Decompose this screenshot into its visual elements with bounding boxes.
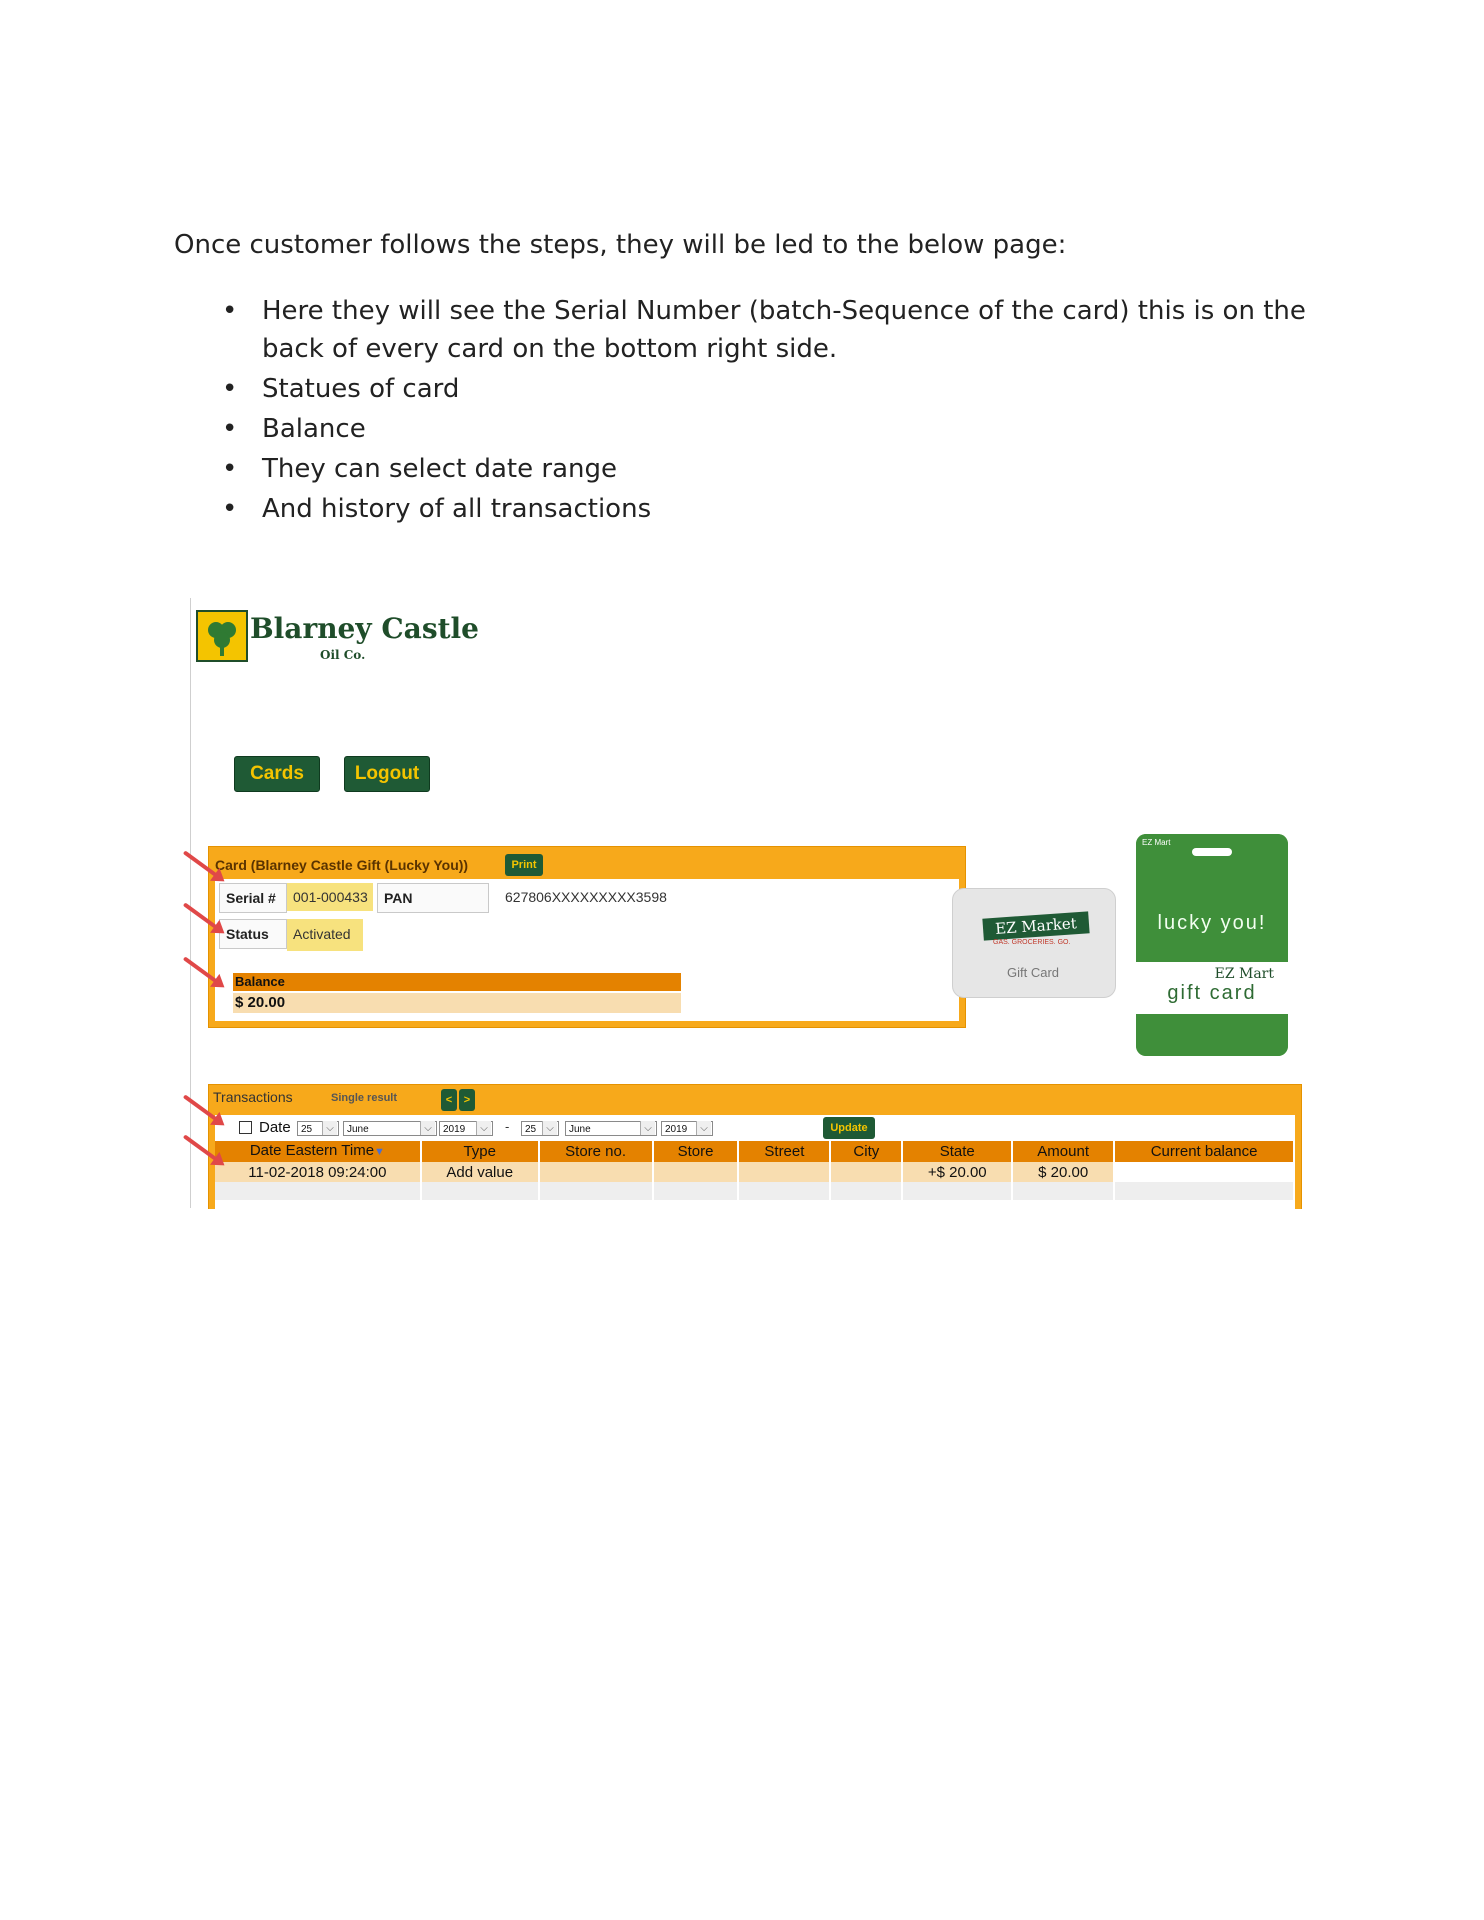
hang-slot (1192, 848, 1232, 856)
cell-street (738, 1162, 830, 1182)
cell-city (830, 1162, 902, 1182)
transactions-body (215, 1115, 1295, 1209)
col-header[interactable]: Amount (1012, 1141, 1114, 1162)
card-title: Card (Blarney Castle Gift (Lucky You)) (215, 857, 469, 873)
ez-market-brand: EZ Market (982, 911, 1089, 940)
cell-balance (1114, 1162, 1294, 1182)
print-button[interactable]: Print (505, 854, 543, 876)
from-year-select[interactable]: 2019 ⌵ (439, 1121, 493, 1136)
empty-cell (830, 1182, 902, 1200)
ez-market-tagline: GAS. GROCERIES. GO. (993, 939, 1071, 946)
empty-cell (215, 1182, 421, 1200)
intro-text: Once customer follows the steps, they will be led to the below page: (174, 230, 1067, 260)
balance-label: Balance (233, 973, 681, 991)
empty-cell (421, 1182, 539, 1200)
serial-value: 001-000433 (287, 883, 373, 911)
cell-type: Add value (421, 1162, 539, 1182)
lucky-you-gift-card-image (1136, 834, 1288, 1056)
left-border (190, 598, 191, 1208)
result-count: Single result (331, 1092, 398, 1104)
card-label-area (1136, 962, 1288, 1014)
col-header[interactable]: State (902, 1141, 1012, 1162)
bullet-item: • Statues of card (222, 370, 1312, 408)
col-header[interactable]: Date Eastern Time▼ (215, 1141, 421, 1162)
card-bottom (1136, 1014, 1288, 1056)
empty-cell (1114, 1182, 1294, 1200)
table-header (215, 1141, 1294, 1162)
empty-cell (539, 1182, 653, 1200)
balance-value: $ 20.00 (233, 993, 681, 1013)
empty-cell (902, 1182, 1012, 1200)
to-month-select[interactable]: June ⌵ (565, 1121, 657, 1136)
card-caption: gift card (1167, 982, 1257, 1004)
card-tagline: lucky you! (1157, 912, 1267, 934)
status-value: Activated (287, 919, 363, 951)
col-header[interactable]: Current balance (1114, 1141, 1294, 1162)
cell-store (653, 1162, 739, 1182)
transactions-panel (208, 1084, 1302, 1209)
date-separator: - (505, 1119, 510, 1134)
from-day-select[interactable]: 25 ⌵ (297, 1121, 339, 1136)
transactions-title: Transactions (213, 1089, 293, 1105)
logo (196, 610, 479, 666)
logo-name: Blarney Castle (250, 612, 479, 645)
bullet-list (222, 292, 1312, 530)
card-top (1136, 834, 1288, 962)
screenshot (190, 598, 1310, 1208)
sort-desc-icon[interactable]: ▼ (374, 1146, 385, 1158)
table-row (215, 1182, 1294, 1200)
ez-market-gift-card-image (952, 888, 1116, 998)
empty-cell (1012, 1182, 1114, 1200)
from-month-select[interactable]: June ⌵ (343, 1121, 437, 1136)
update-button[interactable]: Update (823, 1117, 875, 1139)
date-filter-checkbox[interactable] (239, 1121, 252, 1134)
status-label: Status (219, 919, 287, 949)
bullet-item: • And history of all transactions (222, 490, 1312, 528)
table-row[interactable] (215, 1162, 1294, 1182)
cell-date: 11-02-2018 09:24:00 (215, 1162, 421, 1182)
bullet-item: • Here they will see the Serial Number (batch-Sequence of the card) this is on the back of every card on the bottom right side. (222, 292, 1312, 368)
col-header[interactable]: Type (421, 1141, 539, 1162)
pan-value: 627806XXXXXXXXX3598 (505, 889, 667, 905)
bullet-item: • Balance (222, 410, 1312, 448)
card-panel (208, 846, 966, 1028)
col-header[interactable]: Store (653, 1141, 739, 1162)
logo-sub: Oil Co. (320, 648, 366, 662)
to-year-select[interactable]: 2019 ⌵ (661, 1121, 713, 1136)
card-brand-top: EZ Mart (1142, 838, 1171, 847)
logout-button[interactable]: Logout (344, 756, 430, 792)
pan-label: PAN (377, 883, 489, 913)
cell-state: +$ 20.00 (902, 1162, 1012, 1182)
serial-label: Serial # (219, 883, 287, 913)
prev-button[interactable]: < (441, 1089, 457, 1111)
col-header[interactable]: Street (738, 1141, 830, 1162)
col-header[interactable]: City (830, 1141, 902, 1162)
cards-button[interactable]: Cards (234, 756, 320, 792)
cell-amount: $ 20.00 (1012, 1162, 1114, 1182)
bullet-item: • They can select date range (222, 450, 1312, 488)
card-body (215, 879, 959, 1021)
transactions-table (215, 1141, 1295, 1200)
date-filter-label: Date (259, 1119, 291, 1136)
card-brand: EZ Mart (1214, 966, 1274, 982)
cell-store-no (539, 1162, 653, 1182)
empty-cell (738, 1182, 830, 1200)
next-button[interactable]: > (459, 1089, 475, 1111)
ez-market-caption: Gift Card (1007, 965, 1060, 980)
col-header[interactable]: Store no. (539, 1141, 653, 1162)
shamrock-icon (196, 610, 248, 662)
empty-cell (653, 1182, 739, 1200)
to-day-select[interactable]: 25 ⌵ (521, 1121, 559, 1136)
